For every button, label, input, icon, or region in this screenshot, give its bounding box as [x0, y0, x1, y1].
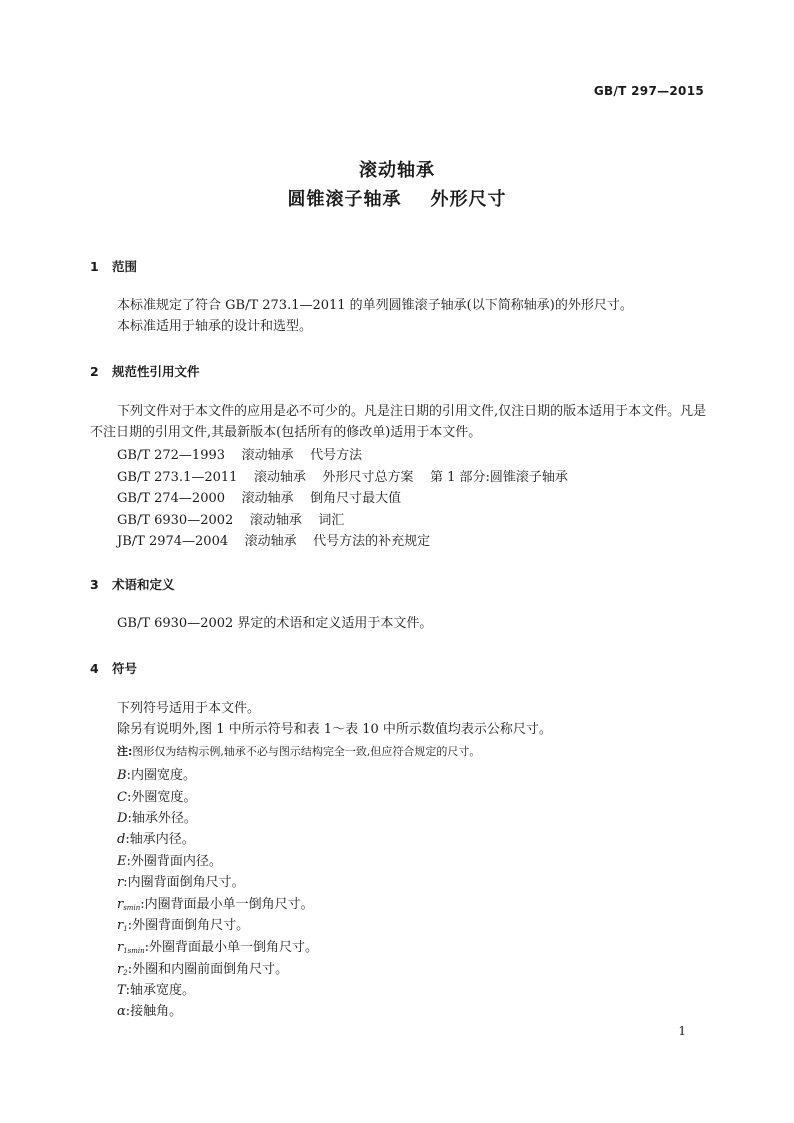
- symbol-description: :内圈背面最小单一倒角尺寸。: [140, 897, 314, 912]
- symbol-description: :轴承宽度。: [125, 983, 196, 998]
- section-title: 术语和定义: [112, 577, 175, 592]
- symbol-subscript: 1: [123, 925, 128, 933]
- reference-code: GB/T 272—1993: [117, 448, 226, 463]
- symbol-item: [117, 807, 197, 826]
- symbol-item: [117, 850, 222, 869]
- reference-code: GB/T 274—2000: [117, 491, 226, 506]
- symbol-description: :外圈宽度。: [126, 790, 197, 805]
- section-number: 4: [90, 661, 99, 676]
- symbol: C: [117, 790, 127, 805]
- reference-title: 滚动轴承 外形尺寸总方案 第 1 部分:圆锥滚子轴承: [253, 470, 568, 485]
- symbol: r: [117, 918, 124, 933]
- symbol-description: :轴承内径。: [125, 832, 195, 847]
- symbol: B: [117, 768, 127, 783]
- symbol-description: :内圈背面倒角尺寸。: [123, 875, 245, 890]
- symbol-item: [117, 914, 249, 933]
- reference-title: 滚动轴承 代号方法的补充规定: [244, 534, 431, 549]
- section-3-paragraph-1: GB/T 6930—2002 界定的术语和定义适用于本文件。: [117, 616, 433, 631]
- section-number: 3: [90, 577, 99, 592]
- symbol-item: [117, 936, 318, 955]
- standard-code: GB/T 297—2015: [593, 84, 704, 98]
- section-number: 1: [90, 259, 99, 274]
- reference-title: 滚动轴承 词汇: [249, 513, 345, 528]
- symbol-subscript: 1smin: [123, 947, 145, 955]
- symbol-description: :外圈背面倒角尺寸。: [127, 918, 250, 933]
- symbol-description: :外圈背面最小单一倒角尺寸。: [144, 940, 319, 955]
- symbol-subscript: smin: [123, 904, 141, 912]
- reference-title: 滚动轴承 倒角尺寸最大值: [241, 491, 402, 506]
- section-3-heading: [90, 575, 175, 593]
- page-number: 1: [678, 1024, 686, 1038]
- symbol: D: [117, 811, 128, 826]
- section-1-paragraph-2: 本标准适用于轴承的设计和选型。: [117, 319, 313, 334]
- symbol-item: [117, 786, 196, 805]
- reference-title: 滚动轴承 代号方法: [241, 448, 363, 463]
- section-2-intro: 下列文件对于本文件的应用是必不可少的。凡是注日期的引用文件,仅注日期的版本适用于本文件。凡是不注日期的引用文件,其最新版本(包括所有的修改单)适用于本文件。: [90, 404, 707, 440]
- symbol: α: [117, 1004, 126, 1019]
- symbol: r: [117, 962, 124, 977]
- section-1-paragraph-1: 本标准规定了符合 GB/T 273.1—2011 的单列圆锥滚子轴承(以下简称轴承)的外形尺寸。: [117, 298, 633, 313]
- section-2-heading: [90, 362, 200, 380]
- symbol-description: :外圈背面内径。: [126, 854, 222, 869]
- section-1-heading: [90, 257, 137, 275]
- reference-code: GB/T 6930—2002: [117, 513, 234, 528]
- symbol-item: [117, 893, 314, 912]
- section-title: 范围: [112, 259, 138, 274]
- symbol-subscript: 2: [123, 969, 128, 977]
- symbol-description: :接触角。: [125, 1004, 183, 1019]
- reference-item: [117, 487, 401, 506]
- note-label: 注:: [117, 745, 133, 758]
- symbol-description: :内圈宽度。: [126, 768, 196, 783]
- section-title: 规范性引用文件: [112, 364, 200, 379]
- section-number: 2: [90, 364, 99, 379]
- document-title-line2: 圆锥滚子轴承 外形尺寸: [287, 189, 507, 210]
- document-title-line1: 滚动轴承: [359, 160, 435, 181]
- symbol: d: [117, 832, 126, 847]
- reference-code: JB/T 2974—2004: [117, 534, 229, 549]
- symbol: r: [117, 940, 124, 955]
- symbol: r: [117, 875, 124, 890]
- symbol: E: [117, 854, 127, 869]
- symbol: T: [117, 983, 126, 998]
- reference-item: [117, 530, 430, 549]
- note: [117, 743, 480, 759]
- symbol-item: [117, 871, 245, 890]
- symbol-item: [117, 958, 288, 977]
- section-4-heading: [90, 659, 137, 677]
- section-4-paragraph-2: 除另有说明外,图 1 中所示符号和表 1～表 10 中所示数值均表示公称尺寸。: [117, 722, 552, 737]
- reference-item: [117, 509, 344, 528]
- note-text: 图形仅为结构示例,轴承不必与图示结构完全一致,但应符合规定的尺寸。: [132, 745, 481, 758]
- section-title: 符号: [112, 661, 138, 676]
- reference-item: [117, 466, 568, 485]
- symbol-description: :轴承外径。: [127, 811, 197, 826]
- reference-code: GB/T 273.1—2011: [117, 470, 238, 485]
- symbol-item: [117, 1000, 182, 1019]
- section-4-paragraph-1: 下列符号适用于本文件。: [117, 701, 261, 716]
- reference-item: [117, 444, 362, 463]
- symbol-item: [117, 764, 196, 783]
- symbol-item: [117, 979, 195, 998]
- symbol-item: [117, 828, 195, 847]
- symbol: r: [117, 897, 124, 912]
- symbol-description: :外圈和内圈前面倒角尺寸。: [127, 962, 289, 977]
